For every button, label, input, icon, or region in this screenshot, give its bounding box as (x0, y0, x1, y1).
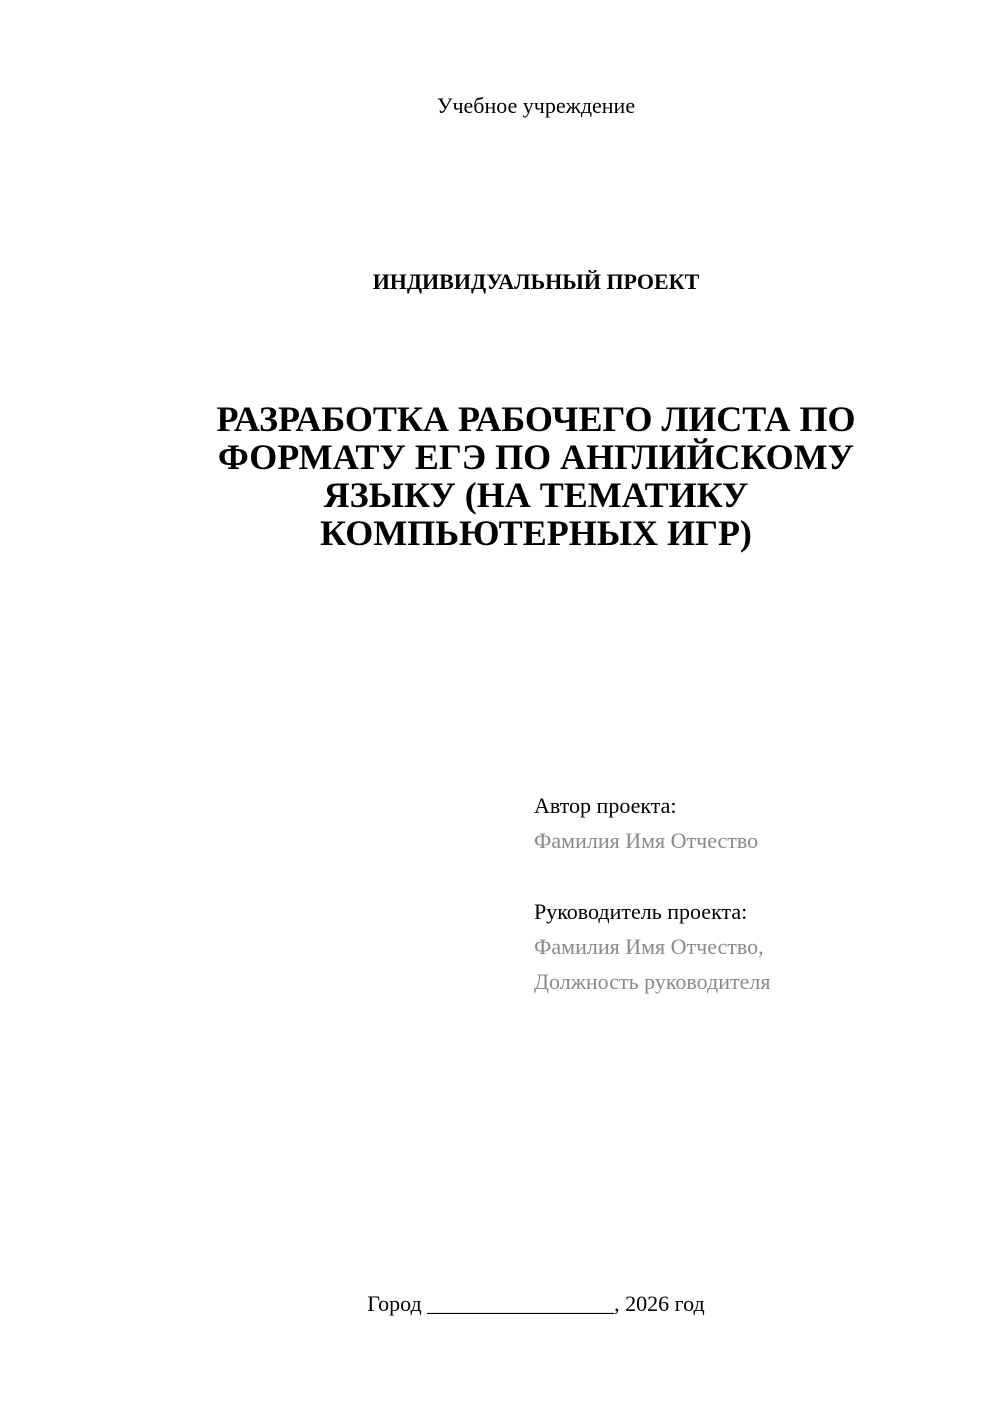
project-title-line: КОМПЬЮТЕРНЫХ ИГР) (320, 513, 752, 553)
supervisor-label: Руководитель проекта: (534, 899, 748, 924)
project-title (170, 400, 902, 552)
project-title-line: ЯЗЫКУ (НА ТЕМАТИКУ (323, 475, 749, 515)
institution-name: Учебное учреждение (436, 93, 636, 118)
project-title-line: РАЗРАБОТКА РАБОЧЕГО ЛИСТА ПО (216, 399, 856, 439)
city-year-line: Город _________________, 2026 год (367, 1291, 705, 1316)
authors-block (534, 788, 974, 999)
supervisor-name: Фамилия Имя Отчество, (534, 934, 764, 959)
project-title-line: ФОРМАТУ ЕГЭ ПО АНГЛИЙСКОМУ (217, 437, 855, 477)
author-label: Автор проекта: (534, 793, 677, 818)
author-name: Фамилия Имя Отчество (534, 828, 759, 853)
supervisor-position: Должность руководителя (534, 969, 771, 994)
project-type-heading: ИНДИВИДУАЛЬНЫЙ ПРОЕКТ (372, 269, 700, 294)
authors-spacer (534, 858, 974, 894)
